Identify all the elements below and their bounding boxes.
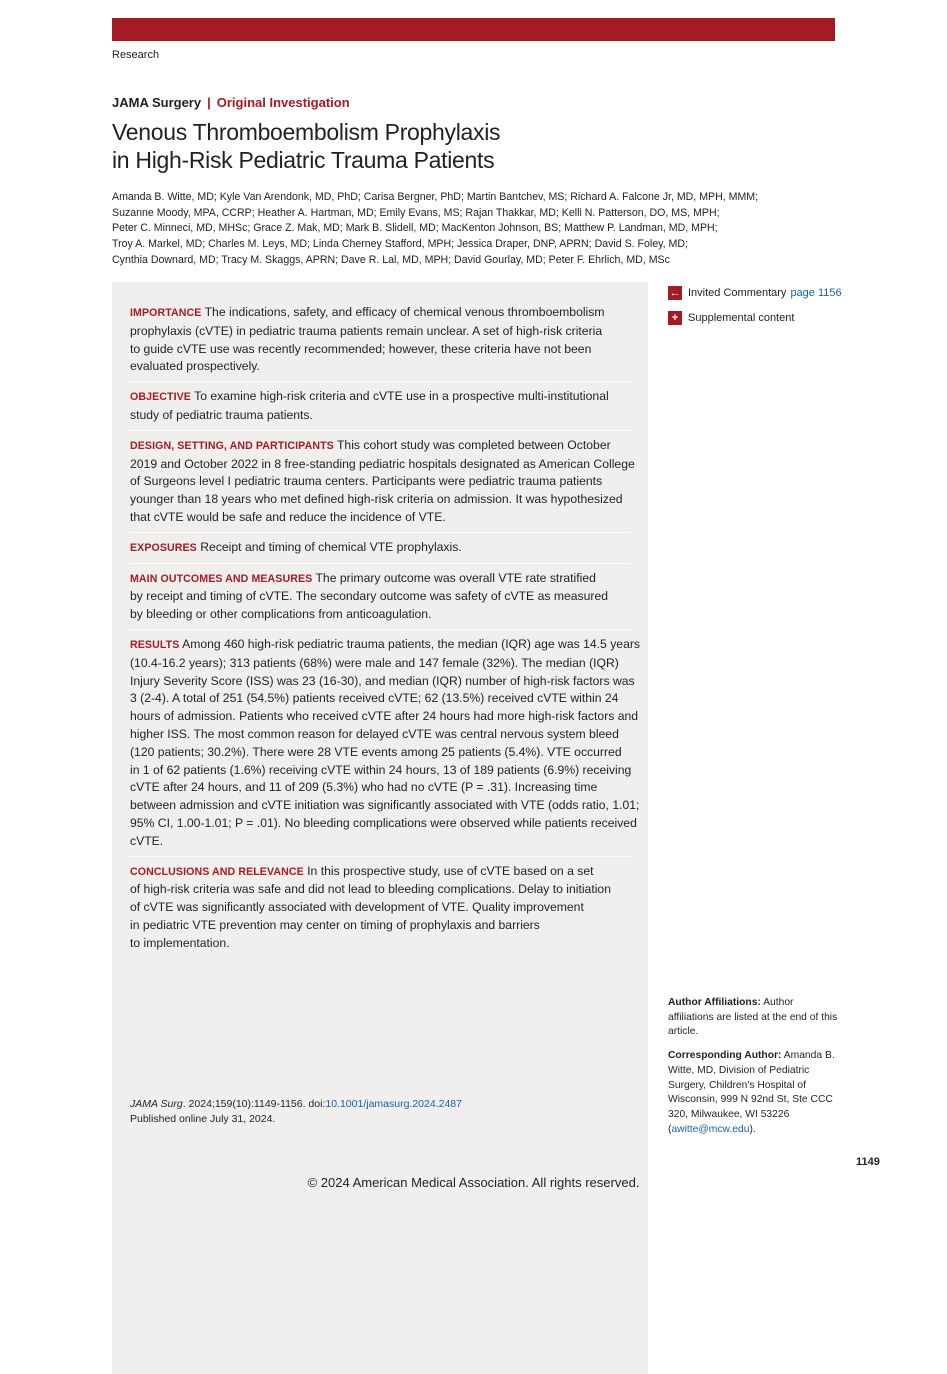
abstract-box [112, 282, 648, 1374]
results-text: hours of admission. Patients who received cVTE after 24 hours had more high-risk factors and [130, 709, 639, 724]
results-text: cVTE after 24 hours, and 11 of 209 (5.3%) who had no cVTE (P = .31). Increasing time [130, 780, 598, 795]
author-line: Troy A. Markel, MD; Charles M. Leys, MD; Linda Cherney Stafford, MPH; Jessica Draper, DNP, APRN; David S. Foley, MD; [112, 238, 688, 251]
commentary-page-link[interactable]: page 1156 [790, 287, 842, 299]
results-text: 95% CI, 1.00-1.01; P = .01). No bleeding complications were observed while patients received [130, 815, 637, 830]
supplemental-content-link[interactable] [668, 310, 842, 326]
results-text: 3 (2-4). A total of 251 (54.5%) patients received cVTE; 62 (13.5%) received cVTE within 24 [130, 691, 619, 706]
abstract-outcomes [130, 570, 630, 630]
design-label: DESIGN, SETTING, AND PARTICIPANTS [130, 439, 334, 452]
page-number: 1149 [856, 1156, 880, 1168]
outcomes-text: The primary outcome was overall VTE rate stratified [315, 570, 596, 585]
citation-journal: JAMA Surg [130, 1098, 183, 1110]
design-text: 2019 and October 2022 in 8 free-standing pediatric hospitals designated as American College [130, 456, 635, 471]
author-line: Suzanne Moody, MPA, CCRP; Heather A. Hartman, MD; Emily Evans, MS; Rajan Thakkar, MD; Kelli N. Patterson, DO, MS, MPH; [112, 206, 720, 219]
objective-text: study of pediatric trauma patients. [130, 407, 313, 422]
conclusions-text: in pediatric VTE prevention may center on timing of prophylaxis and barriers [130, 917, 540, 932]
design-text: younger than 18 years who met defined high-risk criteria on admission. It was hypothesized [130, 492, 623, 507]
results-text: (10.4-16.2 years); 313 patients (68%) were male and 147 female (32%). The median (IQR) [130, 655, 619, 670]
author-line: Cynthia Downard, MD; Tracy M. Skaggs, APRN; Dave R. Lal, MD, MPH; David Gourlay, MD; Peter F. Ehrlich, MD, MSc [112, 253, 670, 266]
conclusions-text: In this prospective study, use of cVTE based on a set [307, 863, 594, 878]
citation-ref: . 2024;159(10):1149-1156. doi: [182, 1098, 326, 1110]
abstract-importance [130, 304, 630, 382]
email-link[interactable]: awitte@mcw.edu [671, 1123, 750, 1135]
results-text: between admission and cVTE initiation was significantly associated with VTE (odds ratio, 1.01; [130, 798, 640, 813]
results-label: RESULTS [130, 638, 180, 651]
supplemental-label[interactable]: Supplemental content [688, 312, 795, 324]
results-text: higher ISS. The most common reason for delayed cVTE was central nervous system bleed [130, 726, 619, 741]
design-text: This cohort study was completed between October [336, 437, 611, 452]
journal-name: JAMA Surgery [112, 95, 202, 110]
importance-text: prophylaxis (cVTE) in pediatric trauma patients remain unclear. A set of high-risk criteria [130, 323, 603, 338]
abstract-content [130, 304, 641, 964]
author-info [668, 996, 840, 1146]
conclusions-text: of high-risk criteria was safe and did not lead to bleeding complications. Delay to initiation [130, 882, 611, 897]
commentary-label[interactable]: Invited Commentary [688, 287, 787, 299]
objective-label: OBJECTIVE [130, 391, 191, 404]
invited-commentary-link[interactable] [668, 285, 842, 301]
abstract-objective [130, 388, 630, 431]
author-affiliations: Author Affiliations: Author affiliations are listed at the end of this article. [668, 997, 838, 1038]
author-line: Amanda B. Witte, MD; Kyle Van Arendonk, MD, PhD; Carisa Bergner, PhD; Martin Bantchev, MS; Richard A. Falcone Jr, MD, MPH, MMM; [112, 191, 759, 203]
title-line-2: in High-Risk Pediatric Trauma Patients [112, 147, 495, 173]
abstract-exposures [130, 539, 630, 564]
importance-text: to guide cVTE use was recently recommended; however, these criteria have not been [130, 341, 592, 356]
results-text: Injury Severity Score (ISS) was 23 (16-30), and median (IQR) number of high-risk factors was [130, 673, 635, 688]
conclusions-text: to implementation. [130, 935, 230, 950]
objective-text: To examine high-risk criteria and cVTE use in a prospective multi-institutional [194, 389, 609, 404]
abstract-results [130, 636, 641, 857]
copyright-notice: © 2024 American Medical Association. All rights reserved. [307, 1175, 640, 1190]
outcomes-text: by bleeding or other complications from anticoagulation. [130, 607, 432, 622]
arrow-left-icon: ← [669, 287, 681, 299]
results-text: in 1 of 62 patients (1.6%) receiving cVTE within 24 hours, 13 of 189 patients (6.9%) receiving [130, 762, 632, 777]
abstract-design [130, 437, 635, 533]
abstract-conclusions [130, 863, 630, 958]
header-color-bar [112, 18, 835, 41]
citation [130, 1097, 462, 1127]
outcomes-text: by receipt and timing of cVTE. The secondary outcome was safety of cVTE as measured [130, 589, 609, 604]
sidebar-links [668, 285, 842, 335]
section-label: Research [112, 49, 160, 61]
exposures-label: EXPOSURES [130, 541, 197, 554]
corresponding-label: Corresponding Author: [668, 1050, 782, 1062]
title-line-1: Venous Thromboembolism Prophylaxis [112, 119, 501, 145]
author-line: Peter C. Minneci, MD, MHSc; Grace Z. Mak, MD; Mark B. Slidell, MD; MacKenton Johnson, BS; Matthew P. Landman, MD, MPH; [112, 222, 718, 235]
conclusions-label: CONCLUSIONS AND RELEVANCE [130, 865, 304, 878]
design-text: that cVTE would be safe and reduce the incidence of VTE. [130, 509, 446, 524]
journal-line [112, 95, 350, 110]
results-text: (120 patients; 30.2%). There were 28 VTE events among 25 patients (5.4%). VTE occurred [130, 744, 622, 759]
plus-icon: + [668, 311, 682, 325]
article-title [112, 118, 672, 174]
published-date: Published online July 31, 2024. [130, 1113, 276, 1125]
results-text: cVTE. [130, 833, 164, 848]
exposures-text: Receipt and timing of chemical VTE prophylaxis. [200, 539, 462, 554]
author-list [112, 190, 842, 269]
affiliations-label: Author Affiliations: [668, 997, 761, 1008]
article-type: Original Investigation [216, 95, 350, 110]
outcomes-label: MAIN OUTCOMES AND MEASURES [130, 572, 313, 585]
journal-separator: | [207, 95, 211, 110]
importance-label: IMPORTANCE [130, 307, 202, 319]
design-text: of Surgeons level I pediatric trauma centers. Participants were pediatric trauma patients [130, 474, 603, 489]
doi-link[interactable]: 10.1001/jamasurg.2024.2487 [325, 1098, 462, 1110]
importance-text: evaluated prospectively. [130, 359, 260, 374]
results-text: Among 460 high-risk pediatric trauma patients, the median (IQR) age was 14.5 years [182, 636, 641, 651]
conclusions-text: of cVTE was significantly associated with development of VTE. Quality improvement [130, 900, 584, 915]
importance-text: The indications, safety, and efficacy of chemical venous thromboembolism [204, 305, 605, 319]
corresponding-author: Corresponding Author: Amanda B. Witte, MD, Division of Pediatric Surgery, Children's Hospital of Wisconsin, 999 N 92nd St, Ste CCC 320, Milwaukee, WI 53226 (awitte@mcw.edu). [668, 1050, 835, 1135]
